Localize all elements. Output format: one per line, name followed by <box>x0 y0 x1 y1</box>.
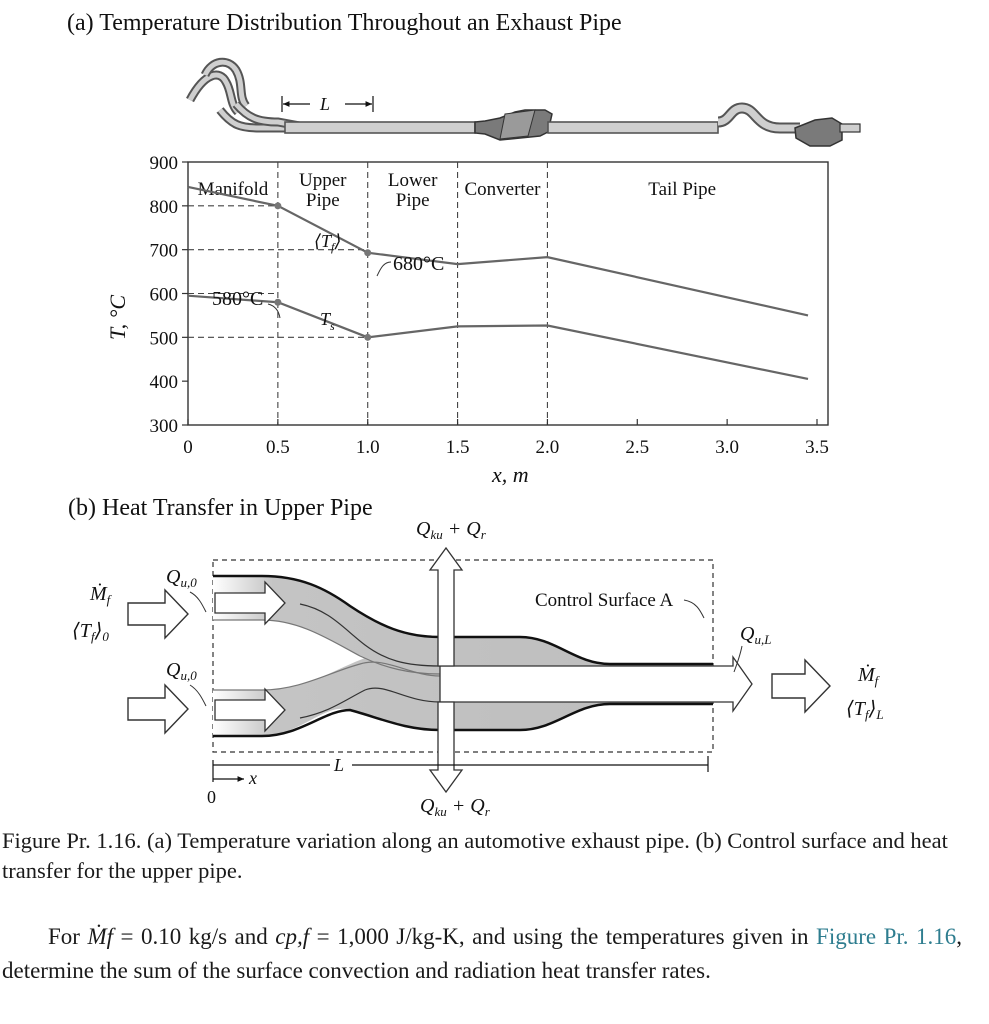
annotation-ts: $T_s$ <box>320 309 335 333</box>
annotation-tf-mean: $⟨T_f⟩$ <box>314 231 342 254</box>
problem-cp: cp,f <box>275 924 310 949</box>
problem-text-3: = 1,000 J/kg-K, and using the temperatures given in <box>309 924 817 949</box>
x-tick-label: 1.5 <box>445 437 470 458</box>
region-label: Tail Pipe <box>648 179 717 200</box>
problem-text-2: = 0.10 kg/s and <box>113 924 276 949</box>
figure-link[interactable]: Figure Pr. 1.16 <box>816 924 957 949</box>
problem-text-4: , determine the sum of the surface convection and radiation heat transfer rates. <box>2 924 962 983</box>
dimension-label-l-top: L <box>320 94 331 114</box>
series-lines <box>188 187 808 379</box>
label-length-l: L <box>334 755 345 775</box>
series-point <box>274 299 281 306</box>
x-tick-label: 3.5 <box>805 437 829 458</box>
x-axis-label: x, m <box>492 462 529 487</box>
y-tick-label: 700 <box>149 240 178 262</box>
series-point <box>364 334 371 341</box>
plot-frame <box>188 162 828 425</box>
exhaust-pipe-illustration <box>190 62 860 146</box>
y-axis-label: T, °C <box>105 294 130 340</box>
label-qu0-top: $Q_{u,0}$ <box>166 566 197 590</box>
y-axis <box>150 153 189 437</box>
y-tick-label: 800 <box>149 196 178 218</box>
title-b: (b) Heat Transfer in Upper Pipe <box>68 495 373 521</box>
problem-statement <box>2 920 962 988</box>
label-control-surface: Control Surface A <box>535 590 674 611</box>
label-q-bottom: $Q_{ku} + Q_r$ <box>420 795 490 819</box>
problem-mdot: Ṁf <box>87 924 114 949</box>
label-tf-out: $⟨T_f⟩_L$ <box>846 698 884 722</box>
x-tick-label: 3.0 <box>715 437 740 458</box>
label-tf-in: $⟨T_f⟩_0$ <box>72 620 109 644</box>
x-tick-label: 2.5 <box>625 437 650 458</box>
series-point <box>364 249 371 256</box>
annotation-580c: 580°C <box>212 288 264 310</box>
control-surface-diagram <box>128 548 830 793</box>
x-tick-label: 0.5 <box>265 437 290 458</box>
label-qu0-bottom: $Q_{u,0}$ <box>166 659 197 683</box>
inlet-arrow-top <box>128 590 188 638</box>
inlet-arrow-bottom <box>128 685 188 733</box>
problem-text-1: For <box>48 924 88 949</box>
y-tick-label: 600 <box>149 284 178 306</box>
x-tick-label: 0 <box>183 437 193 458</box>
y-tick-label: 400 <box>149 372 178 394</box>
y-tick-label: 900 <box>149 153 178 174</box>
region-label: Upper Pipe <box>299 170 347 211</box>
label-x: x <box>249 768 257 788</box>
label-mdot-in: Ṁ$_f$ <box>90 583 111 607</box>
label-quL: $Q_{u,L}$ <box>740 623 772 647</box>
y-tick-label: 500 <box>149 328 178 350</box>
temperature-chart <box>105 153 829 487</box>
title-a: (a) Temperature Distribution Throughout an Exhaust Pipe <box>67 10 622 36</box>
label-q-top: $Q_{ku} + Q_r$ <box>416 518 486 542</box>
figure-caption: Figure Pr. 1.16. (a) Temperature variation along an automotive exhaust pipe. (b) Control surface and heat transfer for the upper pipe. <box>2 828 948 883</box>
outlet-arrow <box>772 660 830 712</box>
annotation-680c: 680°C <box>393 253 445 275</box>
y-tick-label: 300 <box>149 416 178 437</box>
label-mdot-out: Ṁ$_f$ <box>858 664 879 688</box>
region-label: Converter <box>464 179 541 200</box>
series-point <box>274 202 281 209</box>
region-label: Lower Pipe <box>387 170 438 211</box>
region-label: Manifold <box>197 179 269 200</box>
x-tick-label: 1.0 <box>355 437 380 458</box>
x-tick-label: 2.0 <box>535 437 560 458</box>
label-origin: 0 <box>207 787 216 807</box>
